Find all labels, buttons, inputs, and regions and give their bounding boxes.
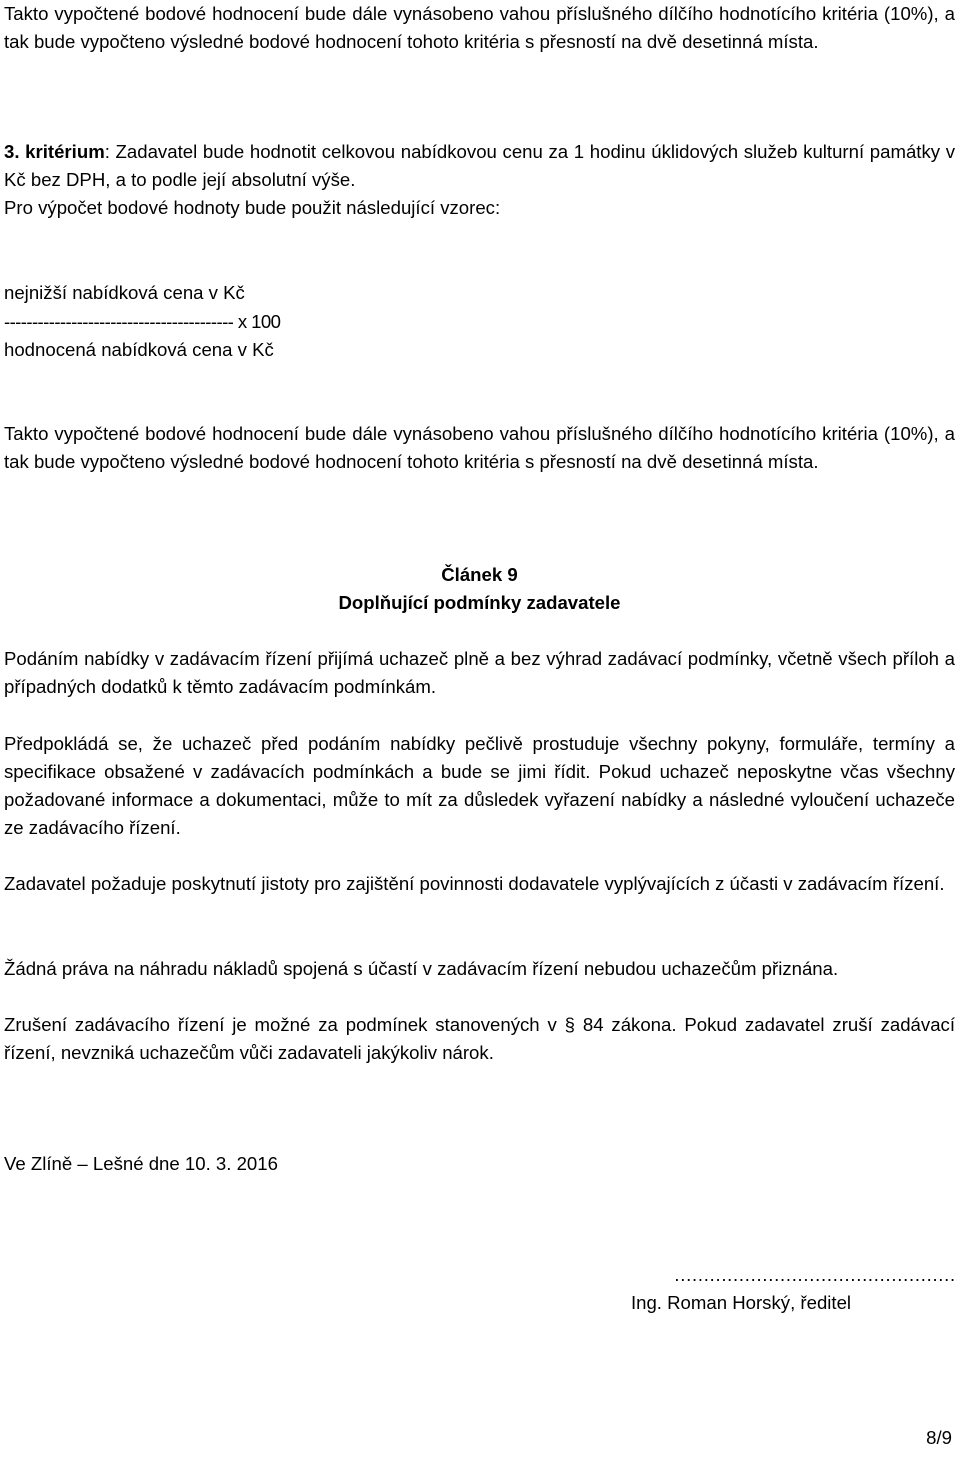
paragraph-security-deposit: Zadavatel požaduje poskytnutí jistoty pro zajištění povinnosti dodavatele vyplývajících z účasti v zadávacím řízení. bbox=[4, 873, 945, 894]
criterion-3-text: : Zadavatel bude hodnotit celkovou nabídkovou cenu za 1 hodinu úklidových služeb kulturní památky v Kč bez DPH, a to podle její absolutní výše. bbox=[4, 141, 955, 190]
article-title: Doplňující podmínky zadavatele bbox=[338, 592, 621, 613]
page-number: 8/9 bbox=[926, 1427, 952, 1448]
paragraph-acceptance-of-conditions: Podáním nabídky v zadávacím řízení přijímá uchazeč plně a bez výhrad zadávací podmínky, včetně všech příloh a případných dodatků k těmto zadávacím podmínkám. bbox=[4, 648, 955, 697]
formula-numerator: nejnižší nabídková cena v Kč bbox=[4, 282, 245, 303]
document-page bbox=[4, 0, 956, 1460]
formula-fraction-line: ----------------------------------------- x 100 bbox=[4, 311, 281, 332]
paragraph-cancellation: Zrušení zadávacího řízení je možné za podmínek stanovených v § 84 zákona. Pokud zadavatel zruší zadávací řízení, nevzniká uchazečům vůči zadavateli jakýkoliv nárok. bbox=[4, 1014, 955, 1063]
article-number: Článek 9 bbox=[441, 564, 518, 585]
formula-denominator: hodnocená nabídková cena v Kč bbox=[4, 339, 274, 360]
paragraph-costs: Žádná práva na náhradu nákladů spojená s účastí v zadávacím řízení nebudou uchazečům přiznána. bbox=[4, 958, 839, 979]
paragraph-criterion-3-weighting: Takto vypočtené bodové hodnocení bude dále vynásobeno vahou příslušného dílčího hodnotícího kritéria (10%), a tak bude vypočteno výsledné bodové hodnocení tohoto kritéria s přesností na dvě desetinná místa. bbox=[4, 423, 955, 472]
signature-line: ………………………………………… bbox=[673, 1264, 955, 1285]
criterion-3-label: 3. kritérium bbox=[4, 141, 105, 162]
place-and-date: Ve Zlíně – Lešné dne 10. 3. 2016 bbox=[4, 1153, 278, 1174]
paragraph-criterion-2-weighting: Takto vypočtené bodové hodnocení bude dále vynásobeno vahou příslušného dílčího hodnotícího kritéria (10%), a tak bude vypočteno výsledné bodové hodnocení tohoto kritéria s přesností na dvě desetinná místa. bbox=[4, 3, 955, 52]
signatory-name: Ing. Roman Horský, ředitel bbox=[630, 1292, 852, 1313]
paragraph-criterion-3 bbox=[4, 138, 955, 194]
formula-intro: Pro výpočet bodové hodnoty bude použit následující vzorec: bbox=[4, 197, 501, 218]
paragraph-instructions: Předpokládá se, že uchazeč před podáním nabídky pečlivě prostuduje všechny pokyny, formuláře, termíny a specifikace obsažené v zadávacích podmínkách a bude se jimi řídit. Pokud uchazeč neposkytne včas všechny požadované informace a dokumentaci, může to mít za důsledek vyřazení nabídky a následné vyloučení uchazeče ze zadávacího řízení. bbox=[4, 733, 955, 838]
